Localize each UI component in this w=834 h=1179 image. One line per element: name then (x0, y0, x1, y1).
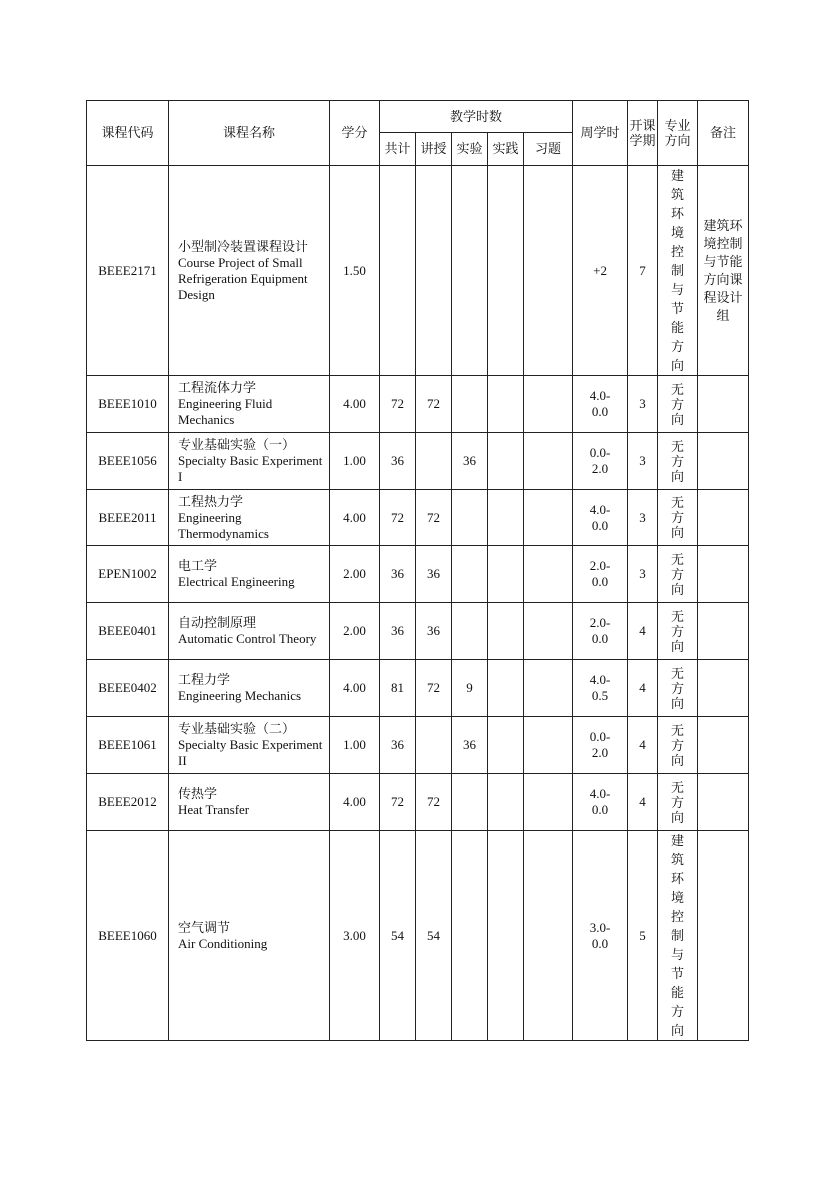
table-row (87, 490, 749, 546)
course-name (169, 546, 330, 603)
course-name-en: Specialty Basic Experiment I (178, 453, 323, 484)
hours-exercise (524, 546, 573, 603)
course-name-zh: 工程力学 (178, 672, 231, 687)
hours-practice (488, 774, 524, 831)
hours-total: 36 (380, 546, 416, 603)
direction (658, 717, 698, 774)
hours-total: 36 (380, 603, 416, 660)
table-row (87, 376, 749, 433)
hours-exercise (524, 433, 573, 490)
weekly-hours-value: 2.0- 0.0 (589, 615, 611, 646)
course-code: BEEE1056 (87, 433, 169, 490)
hours-lecture (416, 433, 452, 490)
hours-exercise (524, 717, 573, 774)
remark (698, 831, 749, 1041)
semester: 4 (628, 603, 658, 660)
table-row (87, 831, 749, 1041)
course-name-en: Course Project of Small Refrigeration Equipment Design (178, 254, 308, 302)
remark (698, 490, 749, 546)
hours-lecture (416, 717, 452, 774)
course-credit: 4.00 (330, 490, 380, 546)
remark (698, 546, 749, 603)
course-name (169, 433, 330, 490)
course-name-en: Electrical Engineering (178, 574, 295, 589)
direction (658, 831, 698, 1041)
header-lecture: 讲授 (416, 133, 452, 166)
direction-value: 建筑环境控制与节能方向 (671, 168, 685, 373)
remark (698, 376, 749, 433)
header-weekly: 周学时 (573, 101, 628, 166)
semester: 4 (628, 774, 658, 831)
hours-total (380, 166, 416, 376)
course-credit: 4.00 (330, 774, 380, 831)
semester: 7 (628, 166, 658, 376)
semester: 5 (628, 831, 658, 1041)
remark (698, 660, 749, 717)
course-name (169, 660, 330, 717)
hours-lab (452, 166, 488, 376)
hours-lab: 36 (452, 717, 488, 774)
weekly-hours (573, 774, 628, 831)
course-name (169, 490, 330, 546)
weekly-hours (573, 717, 628, 774)
course-name-en: Engineering Fluid Mechanics (178, 396, 273, 427)
semester: 3 (628, 490, 658, 546)
weekly-hours-value: 4.0- 0.5 (589, 672, 611, 703)
hours-lab (452, 831, 488, 1041)
hours-lecture: 54 (416, 831, 452, 1041)
direction-value: 无方向 (671, 381, 685, 427)
course-name-zh: 空气调节 (178, 919, 231, 935)
hours-exercise (524, 660, 573, 717)
header-exercise: 习题 (524, 133, 573, 166)
course-credit: 1.00 (330, 717, 380, 774)
remark (698, 433, 749, 490)
weekly-hours (573, 546, 628, 603)
header-lab: 实验 (452, 133, 488, 166)
weekly-hours (573, 433, 628, 490)
header-name: 课程名称 (169, 101, 330, 166)
hours-exercise (524, 376, 573, 433)
course-code: BEEE1010 (87, 376, 169, 433)
course-rows (87, 166, 749, 1041)
hours-practice (488, 831, 524, 1041)
course-code: BEEE2012 (87, 774, 169, 831)
course-name (169, 774, 330, 831)
course-code: BEEE0401 (87, 603, 169, 660)
header-practice: 实践 (488, 133, 524, 166)
semester: 3 (628, 546, 658, 603)
table-row (87, 433, 749, 490)
hours-lecture (416, 166, 452, 376)
hours-lab (452, 603, 488, 660)
weekly-hours-value: 2.0- 0.0 (589, 558, 611, 589)
hours-lab (452, 546, 488, 603)
weekly-hours (573, 831, 628, 1041)
table-row (87, 603, 749, 660)
course-credit: 1.50 (330, 166, 380, 376)
hours-total: 36 (380, 717, 416, 774)
direction-value: 无方向 (671, 551, 685, 597)
hours-lecture: 72 (416, 660, 452, 717)
course-code: BEEE2011 (87, 490, 169, 546)
hours-lab: 36 (452, 433, 488, 490)
hours-lecture: 36 (416, 603, 452, 660)
table-row (87, 660, 749, 717)
direction (658, 774, 698, 831)
hours-exercise (524, 490, 573, 546)
weekly-hours (573, 376, 628, 433)
remark (698, 717, 749, 774)
weekly-hours-value: +2 (593, 262, 607, 278)
course-name (169, 166, 330, 376)
direction (658, 660, 698, 717)
course-name-zh: 工程流体力学 (178, 380, 257, 395)
course-credit: 4.00 (330, 376, 380, 433)
course-credit: 2.00 (330, 546, 380, 603)
weekly-hours (573, 660, 628, 717)
hours-practice (488, 376, 524, 433)
direction (658, 546, 698, 603)
course-credit: 3.00 (330, 831, 380, 1041)
hours-lecture: 72 (416, 376, 452, 433)
weekly-hours (573, 603, 628, 660)
course-name-zh: 小型制冷装置课程设计 (178, 238, 309, 254)
table-row (87, 717, 749, 774)
hours-total: 36 (380, 433, 416, 490)
course-code: EPEN1002 (87, 546, 169, 603)
hours-exercise (524, 831, 573, 1041)
direction-value: 无方向 (671, 665, 685, 711)
course-name-en: Engineering Mechanics (178, 688, 302, 703)
direction-value: 无方向 (671, 608, 685, 654)
course-credit: 1.00 (330, 433, 380, 490)
course-credit: 2.00 (330, 603, 380, 660)
hours-practice (488, 546, 524, 603)
course-code: BEEE0402 (87, 660, 169, 717)
direction (658, 490, 698, 546)
course-name-zh: 电工学 (178, 558, 218, 573)
weekly-hours-value: 4.0- 0.0 (589, 786, 611, 817)
direction-value: 无方向 (671, 495, 685, 540)
hours-total: 54 (380, 831, 416, 1041)
hours-total: 72 (380, 490, 416, 546)
weekly-hours (573, 166, 628, 376)
course-name (169, 603, 330, 660)
hours-lab (452, 490, 488, 546)
course-credit: 4.00 (330, 660, 380, 717)
hours-lecture: 72 (416, 774, 452, 831)
header-total: 共计 (380, 133, 416, 166)
header-hours-group: 教学时数 (380, 101, 573, 133)
hours-total: 81 (380, 660, 416, 717)
weekly-hours-value: 3.0- 0.0 (589, 919, 611, 951)
course-code: BEEE2171 (87, 166, 169, 376)
course-name-zh: 专业基础实验（一） (178, 437, 296, 452)
remark (698, 603, 749, 660)
course-name (169, 717, 330, 774)
direction-value: 建筑环境控制与节能方向 (671, 833, 685, 1038)
course-code: BEEE1061 (87, 717, 169, 774)
hours-exercise (524, 166, 573, 376)
direction-value: 无方向 (671, 779, 685, 825)
course-name (169, 376, 330, 433)
weekly-hours (573, 490, 628, 546)
semester: 4 (628, 717, 658, 774)
course-name-en: Specialty Basic Experiment II (178, 737, 323, 768)
hours-lab (452, 774, 488, 831)
course-name-en: Engineering Thermodynamics (178, 509, 269, 541)
hours-practice (488, 660, 524, 717)
hours-total: 72 (380, 774, 416, 831)
header-credit: 学分 (330, 101, 380, 166)
hours-lecture: 36 (416, 546, 452, 603)
direction (658, 166, 698, 376)
weekly-hours-value: 0.0- 2.0 (589, 445, 611, 476)
course-name-zh: 传热学 (178, 786, 218, 801)
hours-lecture: 72 (416, 490, 452, 546)
hours-practice (488, 433, 524, 490)
hours-lab (452, 376, 488, 433)
header-code: 课程代码 (87, 101, 169, 166)
header-semester: 开课学期 (628, 101, 658, 166)
direction (658, 603, 698, 660)
hours-lab: 9 (452, 660, 488, 717)
direction (658, 376, 698, 433)
course-name (169, 831, 330, 1041)
hours-practice (488, 490, 524, 546)
table-row (87, 166, 749, 376)
semester: 3 (628, 376, 658, 433)
course-name-zh: 工程热力学 (178, 493, 244, 509)
weekly-hours-value: 4.0- 0.0 (589, 501, 611, 533)
course-name-en: Air Conditioning (178, 935, 268, 951)
hours-practice (488, 603, 524, 660)
course-table (86, 100, 749, 1041)
semester: 3 (628, 433, 658, 490)
course-name-zh: 专业基础实验（二） (178, 721, 296, 736)
weekly-hours-value: 4.0- 0.0 (589, 388, 611, 419)
direction-value: 无方向 (671, 722, 685, 768)
hours-exercise (524, 774, 573, 831)
weekly-hours-value: 0.0- 2.0 (589, 729, 611, 760)
direction-value: 无方向 (671, 438, 685, 484)
course-name-en: Heat Transfer (178, 802, 250, 817)
hours-practice (488, 166, 524, 376)
header-remark: 备注 (698, 101, 749, 166)
header-direction: 专业方向 (658, 101, 698, 166)
semester: 4 (628, 660, 658, 717)
table-row (87, 774, 749, 831)
course-name-zh: 自动控制原理 (178, 615, 257, 630)
remark (698, 774, 749, 831)
course-code: BEEE1060 (87, 831, 169, 1041)
table-row (87, 546, 749, 603)
hours-total: 72 (380, 376, 416, 433)
remark: 建筑环境控制与节能方向课程设计组 (698, 166, 749, 376)
course-name-en: Automatic Control Theory (178, 631, 317, 646)
direction (658, 433, 698, 490)
hours-practice (488, 717, 524, 774)
hours-exercise (524, 603, 573, 660)
